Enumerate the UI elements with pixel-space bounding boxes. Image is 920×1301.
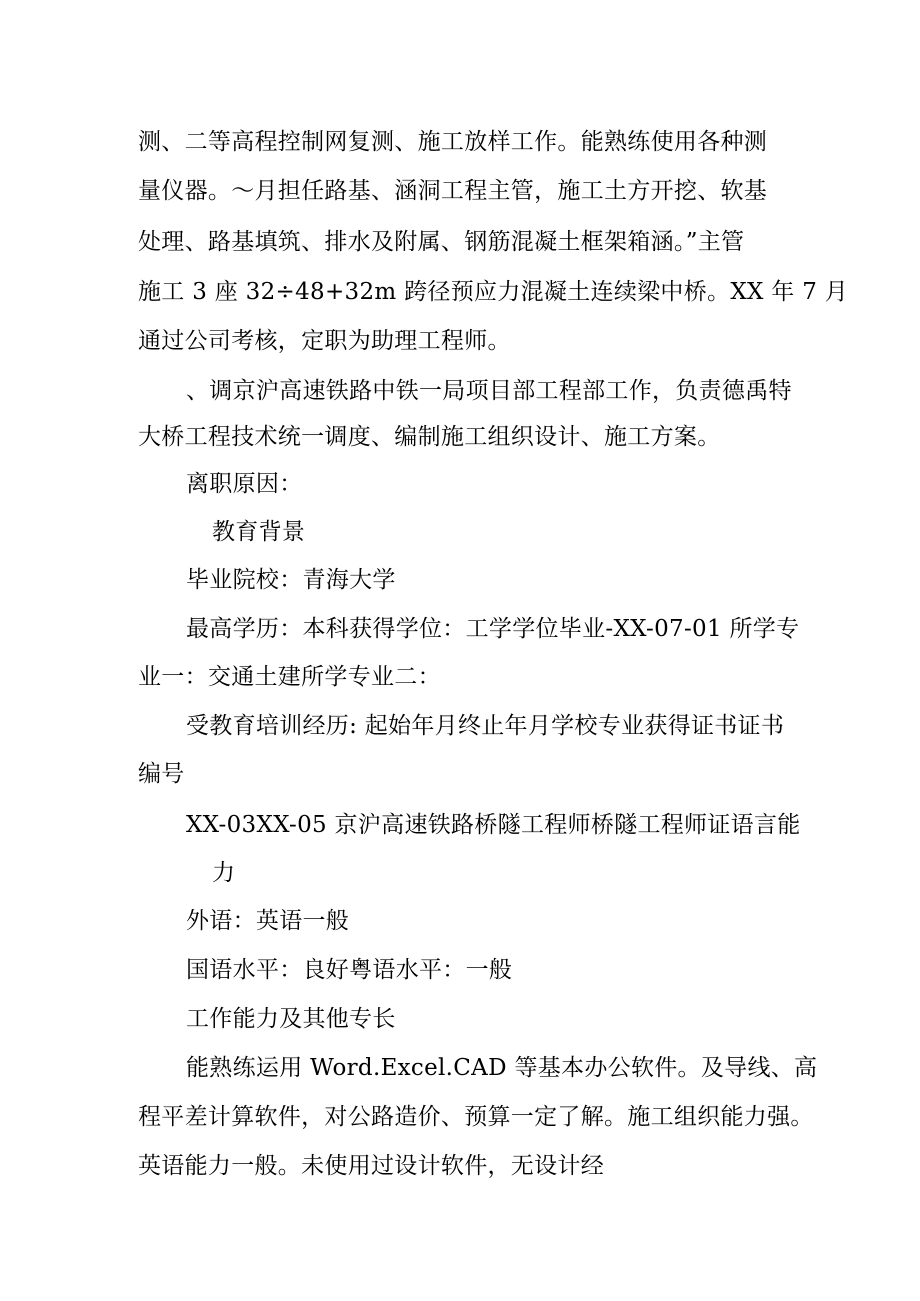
paragraph-line: 程平差计算软件，对公路造价、预算一定了解。施工组织能力强。 [138,1104,814,1130]
paragraph-line: 通过公司考核，定职为助理工程师。 [138,328,511,354]
paragraph-line: 大桥工程技术统一调度、编制施工组织设计、施工方案。 [138,424,721,450]
paragraph-line: 编号 [138,761,185,787]
paragraph-line: 外语：英语一般 [186,908,350,934]
paragraph-line: 处理、路基填筑、排水及附属、钢筋混凝土框架箱涵。”主管 [138,229,745,255]
paragraph-line: XX-03XX-05 京沪高速铁路桥隧工程师桥隧工程师证语言能 [186,812,801,838]
paragraph-line: 力 [212,860,236,886]
paragraph-line: 、调京沪高速铁路中铁一局项目部工程部工作，负责德禹特 [186,378,792,404]
paragraph-line: 能熟练运用 Word.Excel.CAD 等基本办公软件。及导线、高 [186,1055,818,1081]
paragraph-line: 毕业院校：青海大学 [186,567,396,593]
paragraph-line: 量仪器。～月担任路基、涵洞工程主管，施工土方开挖、软基 [138,178,768,204]
section-heading: 工作能力及其他专长 [186,1006,396,1032]
paragraph-line: 英语能力一般。未使用过设计软件，无设计经 [138,1153,604,1179]
paragraph-line: 施工 3 座 32÷48+32m 跨径预应力混凝土连续梁中桥。XX 年 7 月 [138,279,849,305]
paragraph-line: 最高学历：本科获得学位：工学学位毕业-XX-07-01 所学专 [186,616,800,642]
paragraph-line: 受教育培训经历: 起始年月终止年月学校专业获得证书证书 [186,713,785,739]
paragraph-line: 测、二等高程控制网复测、施工放样工作。能熟练使用各种测 [138,129,768,155]
section-heading: 教育背景 [212,519,306,545]
section-label: 离职原因： [186,471,303,497]
paragraph-line: 业一：交通土建所学专业二： [138,664,441,690]
paragraph-line: 国语水平：良好粤语水平：一般 [186,957,513,983]
